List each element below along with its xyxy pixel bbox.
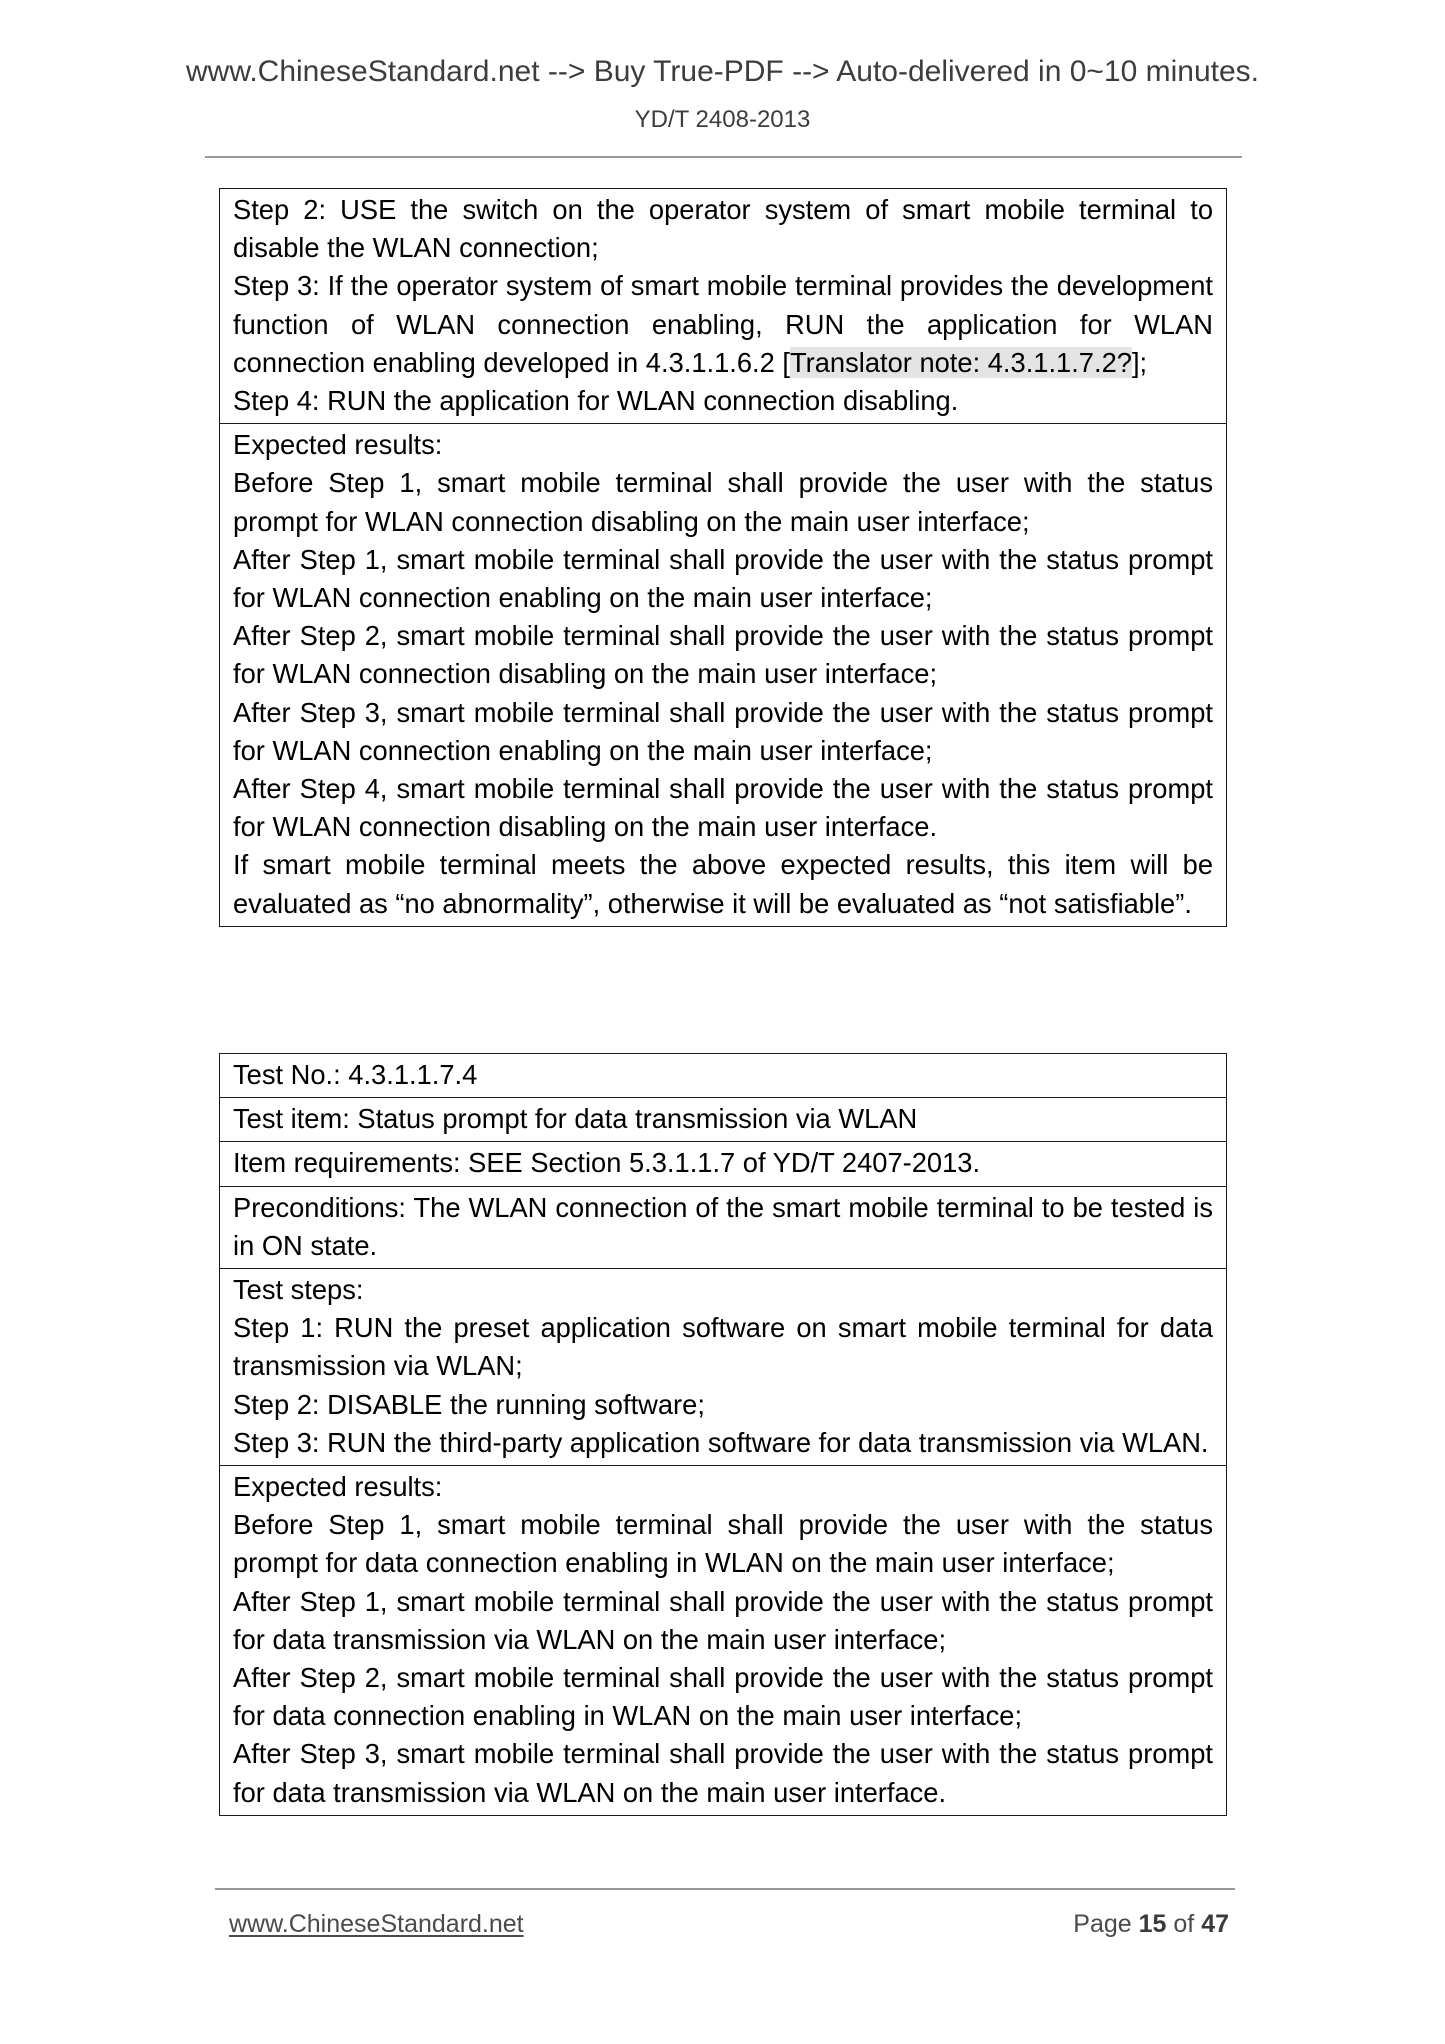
footer-divider	[215, 1888, 1235, 1890]
table-row	[220, 424, 1227, 927]
table-row	[220, 1098, 1227, 1142]
expected-result-item: After Step 1, smart mobile terminal shall provide the user with the status prompt for WLAN connection enabling on the main user interface;	[233, 543, 1213, 614]
test-table-4-3-1-1-7-4	[219, 1053, 1227, 1816]
translator-note: Translator note: 4.3.1.1.7.2?	[790, 346, 1132, 378]
table-row	[220, 1142, 1227, 1186]
table-row	[220, 1269, 1227, 1466]
page-header-banner: www.ChineseStandard.net --> Buy True-PDF --> Auto-delivered in 0~10 minutes.	[185, 55, 1260, 88]
expected-result-item: After Step 3, smart mobile terminal shall provide the user with the status prompt for data transmission via WLAN on the main user interface.	[233, 1738, 1213, 1808]
expected-result-item: After Step 1, smart mobile terminal shall provide the user with the status prompt for data transmission via WLAN on the main user interface;	[233, 1585, 1213, 1655]
test-number-cell: Test No.: 4.3.1.1.7.4	[220, 1054, 1227, 1098]
step-4: Step 4: RUN the application for WLAN connection disabling.	[233, 385, 959, 417]
page-indicator	[1073, 1910, 1229, 1939]
page-prefix: Page	[1073, 1910, 1139, 1938]
step-2: Step 2: USE the switch on the operator system of smart mobile terminal to disable the WLAN connection;	[233, 194, 1213, 264]
document-code: YD/T 2408-2013	[634, 106, 811, 133]
step-3-text: Step 3: If the operator system of smart mobile terminal provides the development function of WLAN connection enabling, RUN the application for WLAN connection enabling developed in 4.3.1.1.6.2 [	[233, 270, 1213, 378]
expected-results-label: Expected results:	[233, 1471, 443, 1503]
preconditions-cell: Preconditions: The WLAN connection of the smart mobile terminal to be tested is in ON state.	[220, 1186, 1227, 1268]
expected-results-label: Expected results:	[233, 429, 443, 461]
expected-result-item: After Step 4, smart mobile terminal shall provide the user with the status prompt for WLAN connection disabling on the main user interface.	[233, 773, 1213, 843]
expected-result-item: Before Step 1, smart mobile terminal shall provide the user with the status prompt for WLAN connection disabling on the main user interface;	[233, 467, 1213, 537]
expected-result-item: After Step 3, smart mobile terminal shall provide the user with the status prompt for WLAN connection enabling on the main user interface;	[233, 696, 1213, 766]
test-step-item: Step 3: RUN the third-party application software for data transmission via WLAN.	[233, 1426, 1209, 1458]
expected-results-cell	[220, 1466, 1227, 1816]
page-separator: of	[1166, 1910, 1202, 1938]
total-pages: 47	[1201, 1910, 1229, 1938]
current-page: 15	[1138, 1910, 1167, 1938]
test-step-item: Step 2: DISABLE the running software;	[233, 1388, 705, 1420]
test-item-cell: Test item: Status prompt for data transmission via WLAN	[220, 1098, 1227, 1142]
table-row	[220, 189, 1227, 424]
test-steps-cell	[220, 189, 1227, 424]
item-requirements-cell: Item requirements: SEE Section 5.3.1.1.7 of YD/T 2407-2013.	[220, 1142, 1227, 1186]
table-row	[220, 1186, 1227, 1268]
evaluation-statement: If smart mobile terminal meets the above expected results, this item will be evaluated as “no abnormality”, otherwise it will be evaluated as “not satisfiable”.	[233, 849, 1213, 919]
expected-result-item: After Step 2, smart mobile terminal shall provide the user with the status prompt for data connection enabling in WLAN on the main user interface;	[233, 1662, 1213, 1732]
expected-result-item: After Step 2, smart mobile terminal shall provide the user with the status prompt for WLAN connection disabling on the main user interface;	[233, 620, 1213, 690]
footer-site-link[interactable]: www.ChineseStandard.net	[229, 1910, 524, 1938]
expected-result-item: Before Step 1, smart mobile terminal shall provide the user with the status prompt for data connection enabling in WLAN on the main user interface;	[233, 1509, 1213, 1579]
test-steps-cell	[220, 1269, 1227, 1466]
header-divider	[205, 156, 1242, 158]
table-row	[220, 1054, 1227, 1098]
step-3-end: ];	[1131, 346, 1148, 378]
table-row	[220, 1466, 1227, 1816]
step-3	[233, 267, 1213, 382]
test-step-item: Step 1: RUN the preset application software on smart mobile terminal for data transmission via WLAN;	[233, 1312, 1213, 1382]
test-table-continued	[219, 188, 1227, 927]
test-steps-label: Test steps:	[233, 1274, 364, 1306]
expected-results-cell	[220, 424, 1227, 927]
